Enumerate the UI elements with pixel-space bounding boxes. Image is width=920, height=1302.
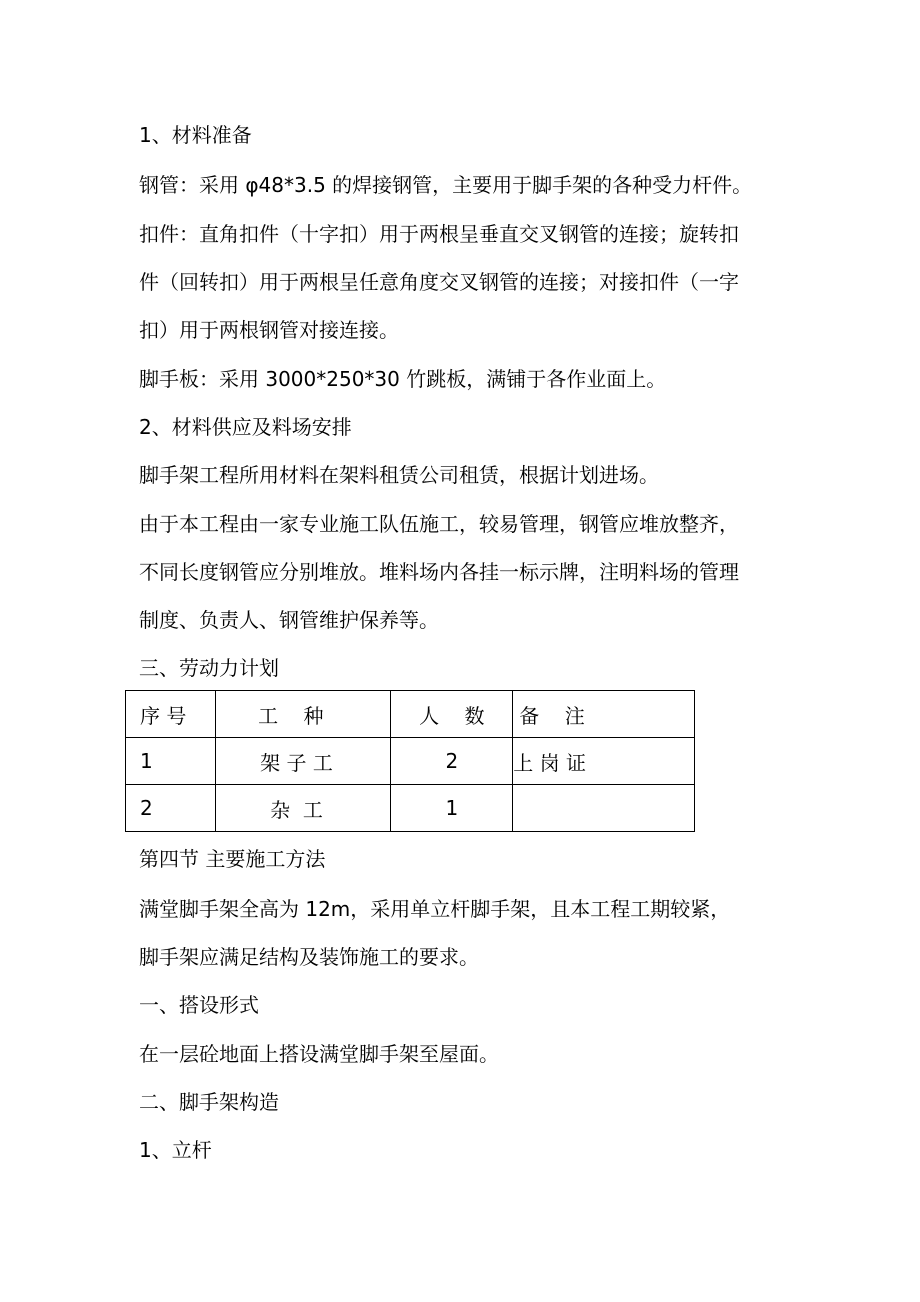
paragraph-storage-line1: 由于本工程由一家专业施工队伍施工，较易管理，钢管应堆放整齐， xyxy=(139,512,739,536)
paragraph-storage-line2: 不同长度钢管应分别堆放。堆料场内各挂一标示牌，注明料场的管理 xyxy=(139,560,739,584)
heading-scaffold-structure: 二、脚手架构造 xyxy=(139,1090,279,1114)
cell-remarks xyxy=(513,785,695,832)
table-header-row xyxy=(126,691,695,738)
cell-remarks: 上 岗 证 xyxy=(513,738,695,785)
cell-trade: 架 子 工 xyxy=(216,738,391,785)
paragraph-fastener-line1: 扣件：直角扣件（十字扣）用于两根呈垂直交叉钢管的连接；旋转扣 xyxy=(139,222,739,246)
paragraph-fastener-line2: 件（回转扣）用于两根呈任意角度交叉钢管的连接；对接扣件（一字 xyxy=(139,270,739,294)
header-cell-trade: 工 种 xyxy=(216,691,391,738)
table-row xyxy=(126,785,695,832)
heading-section-four: 第四节 主要施工方法 xyxy=(139,847,326,871)
paragraph-full-scaffold-line1: 满堂脚手架全高为 12m，采用单立杆脚手架，且本工程工期较紧， xyxy=(139,897,731,921)
labor-table xyxy=(125,690,695,832)
heading-vertical-pole: 1、立杆 xyxy=(139,1138,212,1162)
cell-index: 2 xyxy=(126,785,216,832)
paragraph-rental: 脚手架工程所用材料在架料租赁公司租赁，根据计划进场。 xyxy=(139,463,659,487)
header-cell-count: 人 数 xyxy=(391,691,513,738)
paragraph-erection: 在一层砼地面上搭设满堂脚手架至屋面。 xyxy=(139,1042,499,1066)
heading-labor-plan: 三、劳动力计划 xyxy=(139,656,279,680)
paragraph-fastener-line3: 扣）用于两根钢管对接连接。 xyxy=(139,318,399,342)
table-row xyxy=(126,738,695,785)
cell-count: 2 xyxy=(391,738,513,785)
header-cell-index: 序 号 xyxy=(126,691,216,738)
heading-erection-form: 一、搭设形式 xyxy=(139,993,259,1017)
paragraph-storage-line3: 制度、负责人、钢管维护保养等。 xyxy=(139,608,439,632)
paragraph-full-scaffold-line2: 脚手架应满足结构及装饰施工的要求。 xyxy=(139,945,479,969)
heading-material-supply: 2、材料供应及料场安排 xyxy=(139,415,352,439)
heading-material-prep: 1、材料准备 xyxy=(139,123,252,147)
cell-count: 1 xyxy=(391,785,513,832)
cell-index: 1 xyxy=(126,738,216,785)
header-cell-remarks: 备 注 xyxy=(513,691,695,738)
paragraph-scaffold-board: 脚手板：采用 3000*250*30 竹跳板，满铺于各作业面上。 xyxy=(139,367,667,391)
cell-trade: 杂 工 xyxy=(216,785,391,832)
paragraph-steel-pipe: 钢管：采用 φ48*3.5 的焊接钢管，主要用于脚手架的各种受力杆件。 xyxy=(139,173,753,197)
